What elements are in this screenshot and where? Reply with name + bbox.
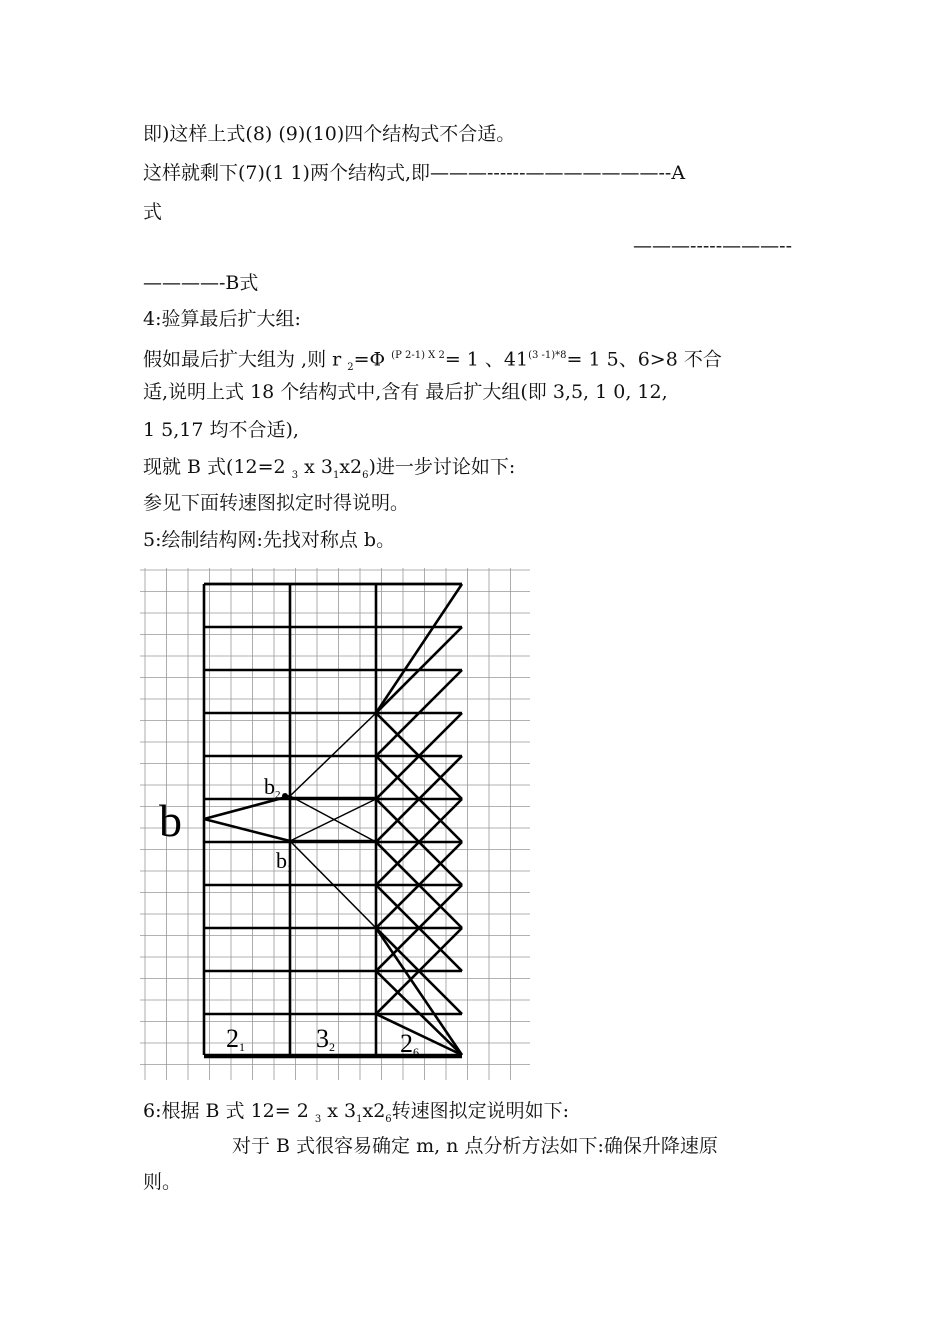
point-b2	[282, 793, 288, 799]
text-line-11: 参见下面转速图拟定时得说明。	[143, 492, 410, 514]
b-label: b	[159, 795, 182, 846]
column-label-1: 21	[226, 1024, 245, 1054]
structure-net-thin-lines	[290, 713, 376, 928]
structure-net-diagram	[140, 568, 530, 1080]
text-line-9: 1 5,17 均不合适),	[143, 419, 299, 441]
fan-diag-down-bottom	[376, 928, 462, 1055]
text-line-5: ————-B式	[143, 272, 259, 294]
text-line-8: 适,说明上式 18 个结构式中,含有 最后扩大组(即 3,5, 1 0, 12,	[143, 381, 668, 403]
text-line-6: 4:验算最后扩大组:	[143, 308, 301, 330]
text-line-14: 对于 B 式很容易确定 m, n 点分析方法如下:确保升降速原	[232, 1135, 718, 1157]
column-label-2: 32	[316, 1024, 335, 1054]
column-label-3: 26	[400, 1029, 419, 1059]
thin-line	[290, 713, 376, 796]
text-line-1: 即)这样上式(8) (9)(10)四个结构式不合适。	[143, 123, 516, 145]
text-line-2: 这样就剩下(7)(1 1)两个结构式,即———------———————--A	[143, 162, 686, 184]
b1-label: b1	[276, 848, 293, 875]
fan-diag-up-top	[376, 584, 462, 713]
text-line-13: 6:根据 B 式 12= 2 $_3$ x $3_1x2_6$转速图拟定说明如下:	[143, 1100, 570, 1125]
text-line-7: 假如最后扩大组为 ,则 r $_2$=Φ $^{(P 2-1) X 2}$= 1 、$41^{(3 -1)*8}= 1$ 5、6>8 不合	[143, 348, 722, 374]
text-line-12: 5:绘制结构网:先找对称点 b。	[143, 529, 396, 551]
ray-b1	[204, 819, 290, 841]
background-grid	[140, 568, 530, 1080]
text-line-10: 现就 B 式(12=2 $_3$ x $3_1x2_6$)进一步讨论如下:	[143, 456, 516, 481]
text-line-4: ———-----———--	[633, 235, 792, 257]
b2-label: b2	[264, 774, 281, 801]
text-line-3: 式	[143, 201, 163, 223]
text-line-15: 则。	[143, 1171, 182, 1193]
